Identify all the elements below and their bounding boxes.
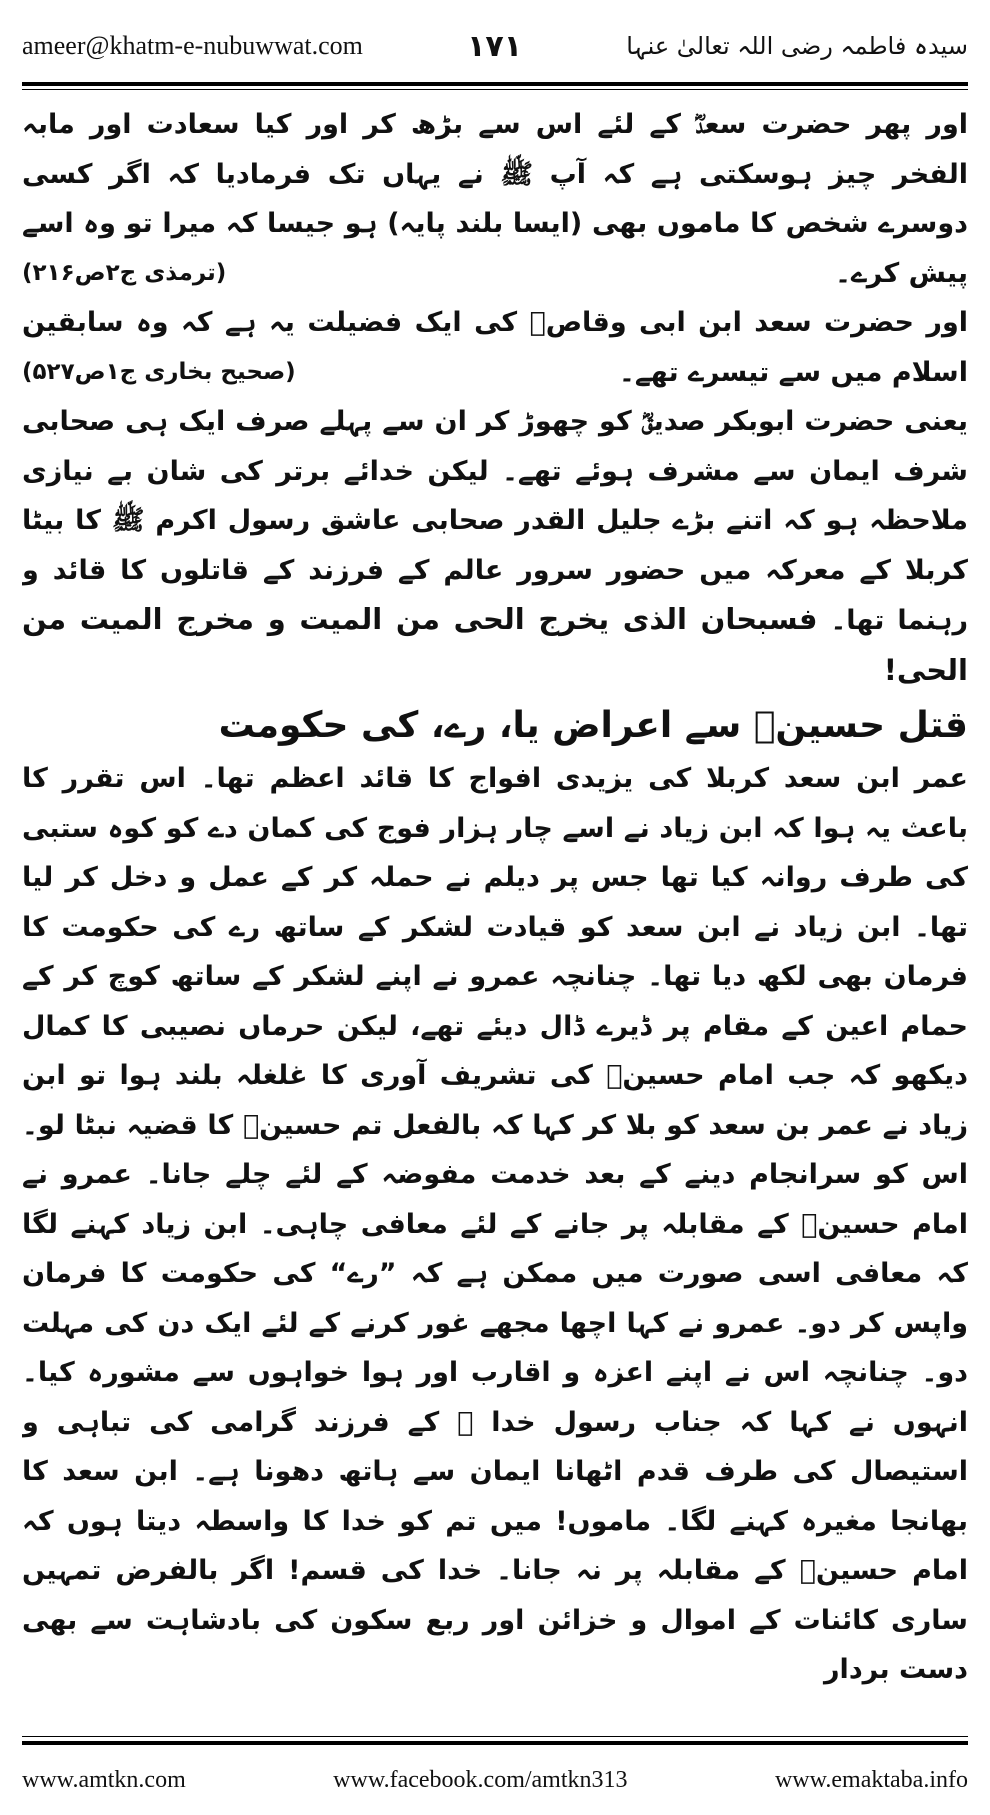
footer-link-facebook[interactable]: www.facebook.com/amtkn313	[333, 1766, 628, 1793]
paragraph-1	[22, 100, 968, 298]
footer-rule-thick	[22, 1741, 968, 1745]
book-title: سیدہ فاطمہ رضی اللہ تعالیٰ عنہا	[626, 32, 968, 60]
section-heading-text: قتل حسینؓ سے اعراض یا، رے، کی حکومت	[218, 705, 968, 746]
paragraph-2-text: اور حضرت سعد ابن ابی وقاصؓ کی ایک فضیلت یہ ہے کہ وہ سابقین اسلام میں سے تیسرے تھے۔	[22, 307, 968, 388]
header-rule-thin	[22, 89, 968, 90]
header-rule-thick	[22, 82, 968, 86]
reference-bukhari: (صحیح بخاری ج۱ص۵۲۷)	[22, 358, 296, 385]
paragraph-3-text: یعنی حضرت ابوبکر صدیقؓ کو چھوڑ کر ان سے پہلے صرف ایک ہی صحابی شرف ایمان سے مشرف ہوئے تھے۔ لیکن خدائے برتر کی شان بے نیازی ملاحظہ ہو کہ اتنے بڑے جلیل القدر صحابی عاشق رسول اکرم ﷺ کا بیٹا کربلا کے معرکہ میں حضور سرور عالم کے فرزند کے قاتلوں کا قائد و رہنما تھا۔	[22, 406, 968, 636]
page-number: ۱۷۱	[467, 28, 523, 64]
header-email[interactable]: ameer@khatm-e-nubuwwat.com	[22, 31, 363, 60]
page-header	[22, 18, 968, 74]
page-footer	[22, 1760, 968, 1800]
reference-tirmidhi: (ترمذی ج۲ص۲۱۶)	[22, 259, 227, 286]
footer-link-amtkn[interactable]: www.amtkn.com	[22, 1766, 186, 1793]
page-body	[22, 100, 968, 1710]
paragraph-3	[22, 397, 968, 696]
arabic-quote: فسبحان الذی یخرج الحی من المیت و مخرج المیت من الحی!	[22, 602, 968, 687]
paragraph-1-text: اور پھر حضرت سعدؓ کے لئے اس سے بڑھ کر اور کیا سعادت اور مابہ الفخر چیز ہوسکتی ہے کہ آپ ﷺ نے یہاں تک فرمادیا کہ اگر کسی دوسرے شخص کا ماموں بھی (ایسا بلند پایہ) ہو جیسا کہ میرا تو وہ اسے پیش کرے۔	[22, 109, 968, 289]
section-heading	[22, 700, 968, 752]
paragraph-4	[22, 754, 968, 1695]
footer-rule-thin	[22, 1736, 968, 1737]
paragraph-4-text: عمر ابن سعد کربلا کی یزیدی افواج کا قائد اعظم تھا۔ اس تقرر کا باعث یہ ہوا کہ ابن زیاد نے اسے چار ہزار فوج کی کمان دے کو کوہ ستبی کی طرف روانہ کیا تھا جس پر دیلم نے حملہ کر کے عمل و دخل کر لیا تھا۔ ابن زیاد نے ابن سعد کو قیادت لشکر کے ساتھ رے کی حکومت کا فرمان بھی لکھ دیا تھا۔ چنانچہ عمرو نے اپنے لشکر کے ساتھ کوچ کر کے حمام اعین کے مقام پر ڈیرے ڈال دیئے تھے، لیکن حرماں نصیبی کا کمال دیکھو کہ جب امام حسینؓ کی تشریف آوری کا غلغلہ بلند ہوا تو ابن زیاد نے عمر بن سعد کو بلا کر کہا کہ بالفعل تم حسینؓ کا قضیہ نبٹا لو۔ اس کو سرانجام دینے کے بعد خدمت مفوضہ کے لئے چلے جانا۔ عمرو نے امام حسینؓ کے مقابلہ پر جانے کے لئے معافی چاہی۔ ابن زیاد کہنے لگا کہ معافی اسی صورت میں ممکن ہے کہ ”رے“ کی حکومت کا فرمان واپس کر دو۔ عمرو نے کہا اچھا مجھے غور کرنے کے لئے ایک دن کی مہلت دو۔ چنانچہ اس نے اپنے اعزہ و اقارب اور ہوا خواہوں سے مشورہ کیا۔ انہوں نے کہا کہ جناب رسول خدا ﷺ کے فرزند گرامی کی تباہی و استیصال کی طرف قدم اٹھانا ایمان سے ہاتھ دھونا ہے۔ ابن سعد کا بھانجا مغیرہ کہنے لگا۔ ماموں! میں تم کو خدا کا واسطہ دیتا ہوں کہ امام حسینؓ کے مقابلہ پر نہ جانا۔ خدا کی قسم! اگر بالفرض تمہیں ساری کائنات کے اموال و خزائن اور ربع سکون کی بادشاہت سے بھی دست بردار	[22, 763, 968, 1685]
paragraph-2	[22, 298, 968, 397]
footer-link-emaktaba[interactable]: www.emaktaba.info	[774, 1766, 968, 1793]
